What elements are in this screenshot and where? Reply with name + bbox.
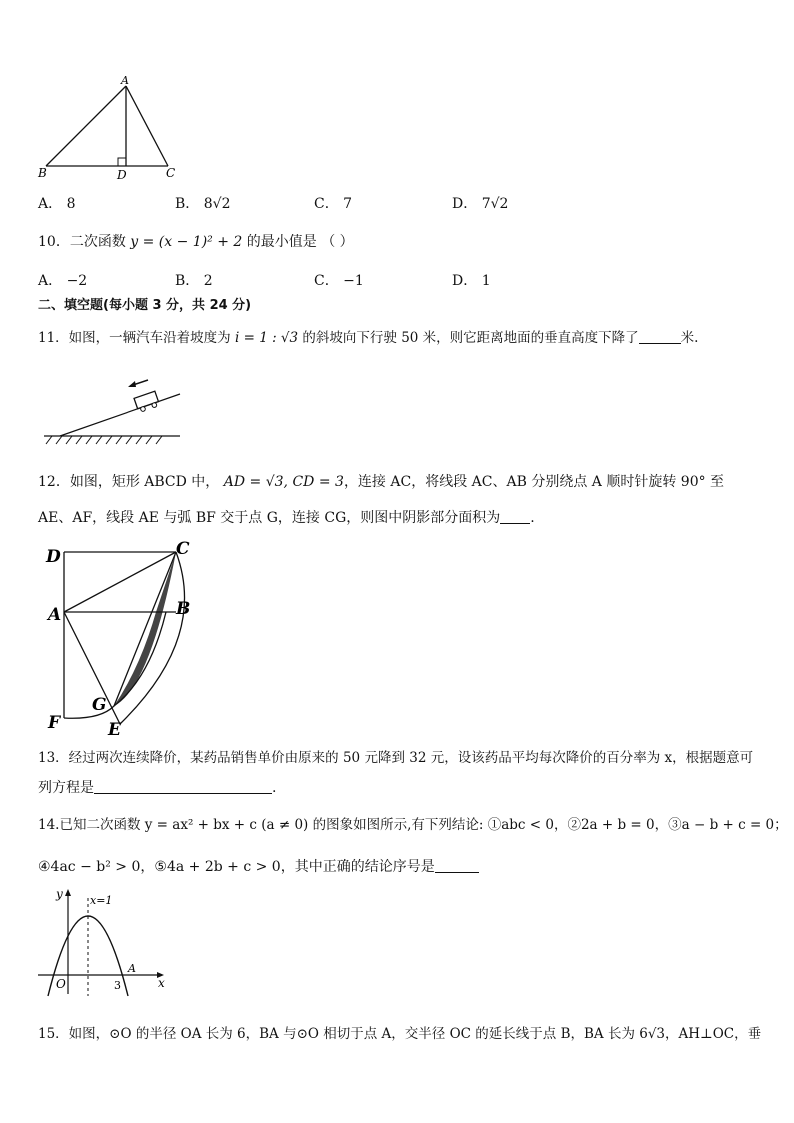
label-G: G [92, 695, 107, 715]
question-14-line-2: ④4ac − b² > 0，⑤4a + 2b + c > 0，其中正确的结论序号是 [38, 857, 479, 877]
label-C: C [176, 539, 190, 559]
label-D: D [46, 547, 61, 567]
label-B: B [176, 599, 191, 619]
q10-option-a: A． −2 [38, 273, 88, 289]
question-10: 10．二次函数 y = (x − 1)² + 2 的最小值是 （ ） [38, 234, 354, 250]
question-13-line-1: 13．经过两次连续降价，某药品销售单价由原来的 50 元降到 32 元，设该药品平均每次降价的百分率为 x，根据题意可 [38, 750, 754, 766]
label-axis: x=1 [90, 894, 113, 907]
label-A: A [48, 605, 62, 625]
label-O: O [56, 977, 66, 991]
slope-figure [40, 372, 190, 446]
q9-option-c: C． 7 [314, 196, 353, 212]
label-E: E [108, 720, 121, 738]
label-y: y [56, 887, 63, 901]
q10-option-c: C． −1 [314, 273, 364, 289]
question-11: 11．如图，一辆汽车沿着坡度为 i = 1 : √3 的斜坡向下行驶 50 米，则它距离地面的垂直高度下降了 米. [38, 330, 699, 346]
question-14-line-1: 14.已知二次函数 y = ax² + bx + c (a ≠ 0) 的图象如图所示,有下列结论: ①abc < 0，②2a + b = 0，③a − b + c = 0； [38, 817, 788, 833]
q9-option-a: A． 8 [38, 196, 76, 212]
triangle-figure [30, 72, 200, 184]
question-12-line-1: 12．如图，矩形 ABCD 中， AD = √3, CD = 3，连接 AC，将线段 AC、AB 分别绕点 A 顺时针旋转 90° 至 [38, 474, 725, 490]
label-x: x [158, 976, 165, 990]
q9-option-d: D． 7√2 [452, 196, 509, 212]
q10-option-b: B． 2 [175, 273, 213, 289]
section-heading: 二、填空题(每小题 3 分，共 24 分) [38, 298, 252, 313]
question-15-line-1: 15．如图，⊙O 的半径 OA 长为 6，BA 与⊙O 相切于点 A，交半径 OC 的延长线于点 B，BA 长为 6√3，AH⊥OC，垂 [38, 1026, 762, 1042]
label-B: B [38, 166, 47, 180]
label-3: 3 [114, 979, 121, 992]
label-F: F [48, 713, 61, 733]
question-13-line-2: 列方程是 . [38, 780, 277, 796]
label-A: A [128, 962, 136, 975]
label-D: D [117, 168, 127, 182]
label-C: C [166, 166, 176, 180]
rectangle-rotation-figure [40, 538, 200, 738]
parabola-figure [34, 886, 174, 998]
question-12-line-2: AE、AF，线段 AE 与弧 BF 交于点 G，连接 CG，则图中阴影部分面积为 . [38, 510, 535, 526]
q10-option-d: D． 1 [452, 273, 491, 289]
q9-option-b: B． 8√2 [175, 196, 231, 212]
label-A: A [121, 74, 129, 87]
